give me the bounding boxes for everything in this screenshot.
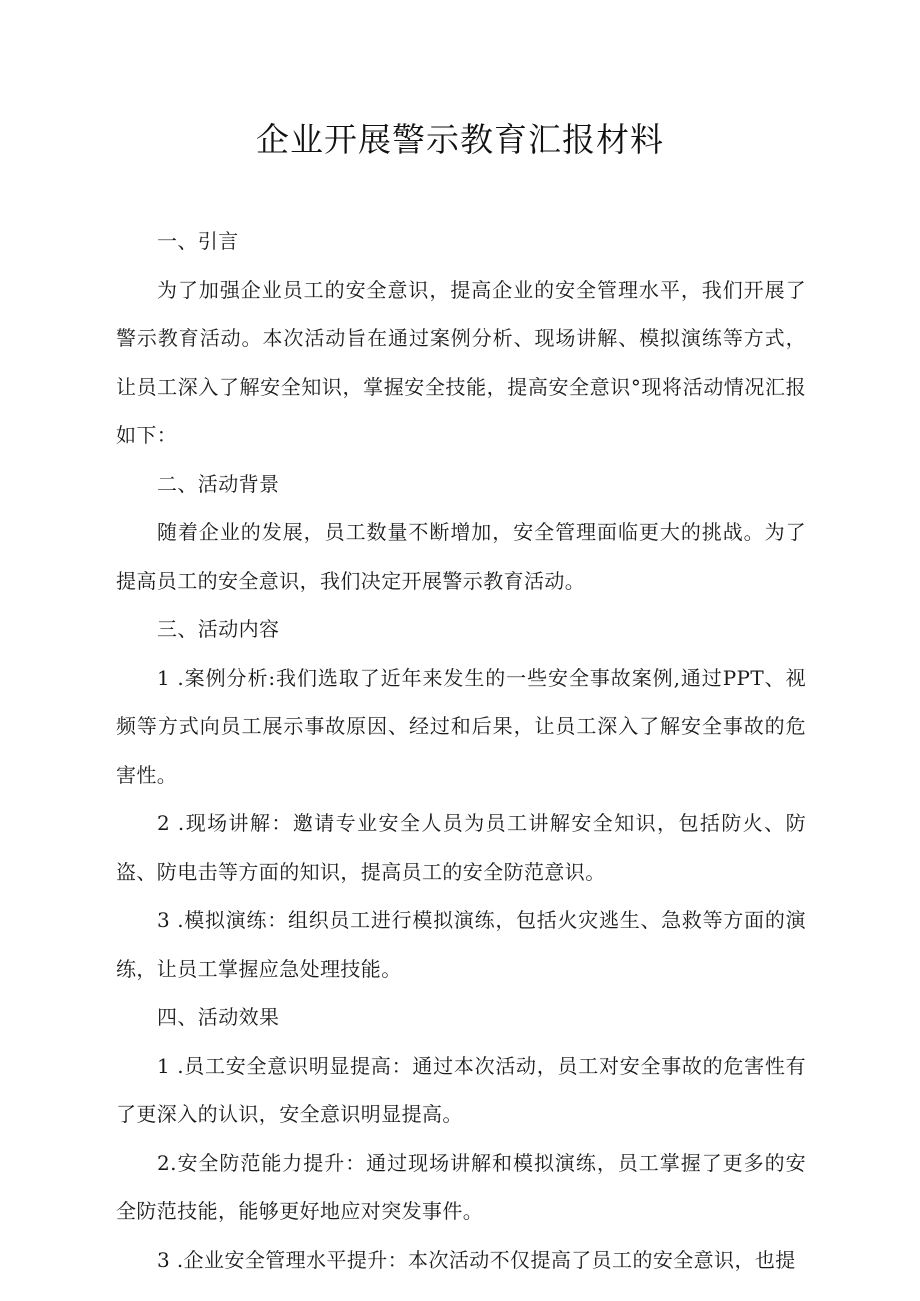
document-title: 企业开展警示教育汇报材料 [256,120,664,159]
paragraph-onsite-explanation: 2 .现场讲解：邀请专业安全人员为员工讲解安全知识，包括防火、防盗、防电击等方面的知识，提高员工的安全防范意识。 [116,811,806,884]
section-heading-content: 三、活动内容 [157,617,280,641]
paragraph-prevention-ability: 2.安全防范能力提升：通过现场讲解和模拟演练，员工掌握了更多的安全防范技能，能够更好地应对突发事件。 [116,1150,806,1223]
section-heading-background: 二、活动背景 [157,471,280,496]
paragraph-awareness-improved: 1 .员工安全意识明显提高：通过本次活动，员工对安全事故的危害性有了更深入的认识，安全意识明显提高。 [116,1053,806,1126]
document-body [116,217,806,1284]
paragraph-background: 随着企业的发展，员工数量不断增加，安全管理面临更大的挑战。为了提高员工的安全意识，我们决定开展警示教育活动。 [116,520,806,593]
paragraph-simulation-drill: 3 .模拟演练：组织员工进行模拟演练，包括火灾逃生、急救等方面的演练，让员工掌握应急处理技能。 [116,908,806,981]
section-heading-effects: 四、活动效果 [157,1005,280,1029]
paragraph-case-analysis: 1 .案例分析:我们选取了近年来发生的一些安全事故案例,通过PPT、视频等方式向员工展示事故原因、经过和后果，让员工深入了解安全事故的危害性。 [116,665,806,787]
section-heading-introduction: 一、引言 [157,229,239,253]
paragraph-introduction: 为了加强企业员工的安全意识，提高企业的安全管理水平，我们开展了警示教育活动。本次活动旨在通过案例分析、现场讲解、模拟演练等方式，让员工深入了解安全知识，掌握安全技能，提高安全意识°现将活动情况汇报如下： [116,277,806,447]
paragraph-management-level: 3 .企业安全管理水平提升：本次活动不仅提高了员工的安全意识，也提 [157,1247,796,1272]
